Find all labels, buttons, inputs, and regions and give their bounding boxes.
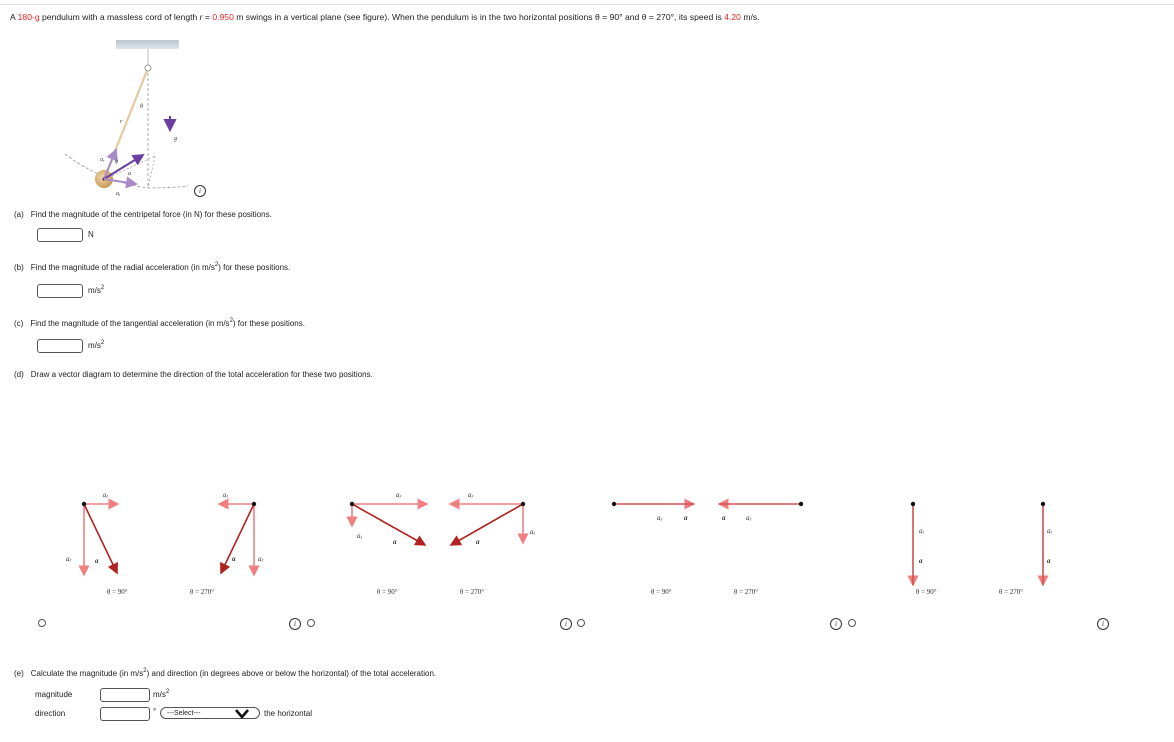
option-3-radio[interactable] bbox=[577, 619, 585, 627]
option-1-angle: θ = 90° bbox=[107, 588, 128, 596]
option-4-radio[interactable] bbox=[848, 619, 856, 627]
svg-text:a: a bbox=[95, 557, 99, 565]
question-b: (b) Find the magnitude of the radial acceleration (in $m/s^2$) for these positions. bbox=[14, 262, 291, 272]
question-d: (d) Draw a vector diagram to determine the direction of the total acceleration for these two positions. bbox=[14, 370, 373, 379]
magnitude-input[interactable] bbox=[100, 688, 150, 702]
info-icon-1[interactable]: i bbox=[289, 618, 301, 630]
top-divider bbox=[0, 4, 1174, 5]
svg-text:a: a bbox=[476, 538, 480, 546]
problem-statement: A 180-g pendulum with a massless cord of length r = 0.950 m swings in a vertical plane (see figure). When the pendulum is in the two horizontal positions θ = 90° and θ = 270°, its speed is 4.20 m/s. bbox=[10, 12, 760, 22]
degree-symbol: ° bbox=[153, 707, 157, 716]
length-value: 0.950 bbox=[212, 12, 234, 22]
option-5-angle: θ = 90° bbox=[651, 588, 672, 596]
svg-text:at: at bbox=[1047, 527, 1052, 536]
chevron-down-icon bbox=[229, 708, 255, 720]
svg-text:at: at bbox=[919, 527, 924, 536]
option-1-diagram bbox=[66, 491, 128, 596]
option-7-angle: θ = 90° bbox=[916, 588, 937, 596]
svg-text:ar: ar bbox=[657, 514, 663, 523]
theta-label: θ bbox=[140, 104, 143, 110]
unit-a: N bbox=[88, 230, 94, 239]
svg-text:at: at bbox=[357, 532, 362, 541]
option-1-radio[interactable] bbox=[38, 619, 46, 627]
info-icon-4[interactable]: i bbox=[1097, 618, 1109, 630]
magnitude-unit: $m/s^2$ bbox=[153, 689, 170, 699]
option-4-diagram bbox=[450, 491, 536, 596]
svg-text:at: at bbox=[116, 191, 121, 196]
mass-value: 180-g bbox=[17, 12, 40, 22]
info-icon-3[interactable]: i bbox=[830, 618, 842, 630]
svg-text:ar: ar bbox=[258, 555, 264, 564]
pendulum-figure bbox=[60, 36, 210, 196]
svg-text:a: a bbox=[232, 555, 236, 563]
info-icon-2[interactable]: i bbox=[560, 618, 572, 630]
svg-text:g: g bbox=[174, 136, 177, 142]
svg-text:a: a bbox=[128, 171, 131, 177]
svg-text:a: a bbox=[393, 538, 397, 546]
svg-text:ar: ar bbox=[746, 514, 752, 523]
direction-input[interactable] bbox=[100, 707, 150, 721]
question-c: (c) Find the magnitude of the tangential acceleration (in $m/s^2$) for these positions. bbox=[14, 318, 305, 328]
option-8-angle: θ = 270° bbox=[999, 588, 1024, 596]
svg-text:a: a bbox=[722, 514, 726, 522]
option-6-angle: θ = 270° bbox=[734, 588, 759, 596]
answer-input-b[interactable] bbox=[37, 284, 83, 298]
option-7-diagram bbox=[911, 502, 937, 596]
question-e: (e) Calculate the magnitude (in $m/s^2$) and direction (in degrees above or below the horizontal) of the total acceleration. bbox=[14, 668, 437, 678]
magnitude-label: magnitude bbox=[35, 690, 73, 699]
answer-input-c[interactable] bbox=[37, 339, 83, 353]
unit-c: $m/s^2$ bbox=[88, 340, 105, 350]
option-8-diagram bbox=[999, 502, 1053, 596]
direction-select[interactable] bbox=[160, 707, 260, 719]
direction-select-value: ---Select--- bbox=[167, 710, 201, 717]
svg-text:ar: ar bbox=[396, 491, 402, 500]
svg-text:at: at bbox=[223, 491, 228, 500]
option-2-radio[interactable] bbox=[307, 619, 315, 627]
direction-label: direction bbox=[35, 709, 66, 718]
unit-b: $m/s^2$ bbox=[88, 285, 105, 295]
svg-text:ar: ar bbox=[66, 555, 72, 564]
svg-text:a: a bbox=[684, 514, 688, 522]
r-label: r bbox=[120, 119, 123, 125]
option-4-angle: θ = 270° bbox=[460, 588, 485, 596]
answer-input-a[interactable] bbox=[37, 228, 83, 242]
question-a: (a) Find the magnitude of the centripetal force (in N) for these positions. bbox=[14, 210, 272, 219]
svg-text:ϕ: ϕ bbox=[115, 159, 119, 165]
svg-text:a: a bbox=[1047, 557, 1051, 565]
speed-value: 4.20 bbox=[724, 12, 741, 22]
option-3-diagram bbox=[350, 491, 427, 596]
svg-text:at: at bbox=[103, 491, 108, 500]
vector-diagram-options bbox=[0, 480, 1174, 605]
svg-text:ar: ar bbox=[100, 157, 105, 163]
option-6-diagram bbox=[719, 502, 803, 596]
option-2-angle: θ = 270° bbox=[190, 588, 215, 596]
option-2-diagram bbox=[190, 491, 264, 596]
option-5-diagram bbox=[612, 502, 694, 596]
after-select-text: the horizontal bbox=[264, 709, 313, 718]
svg-text:at: at bbox=[530, 528, 535, 537]
svg-text:ar: ar bbox=[468, 491, 474, 500]
svg-text:a: a bbox=[919, 557, 923, 565]
option-3-angle: θ = 90° bbox=[377, 588, 398, 596]
info-icon[interactable]: i bbox=[194, 185, 206, 197]
